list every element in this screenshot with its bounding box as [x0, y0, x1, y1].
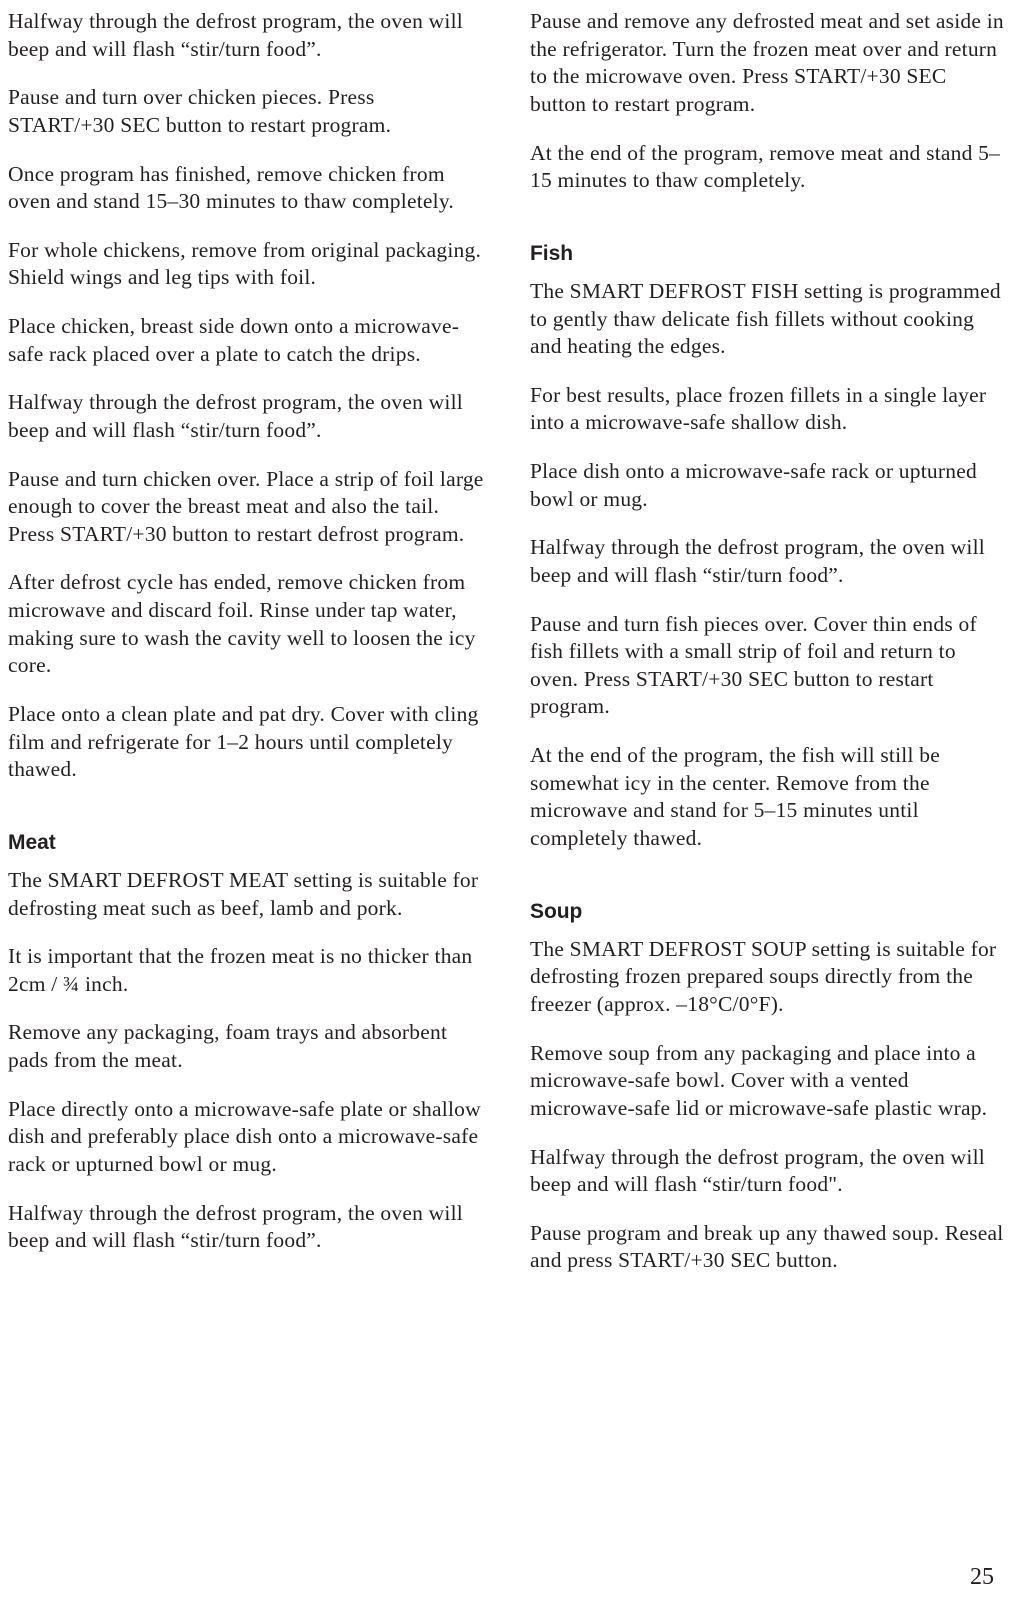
- body-paragraph: Pause and turn chicken over. Place a strip of foil large enough to cover the breast meat and also the tail. Press START/+30 button to restart defrost program.: [8, 466, 484, 546]
- body-paragraph: After defrost cycle has ended, remove chicken from microwave and discard foil. Rinse under tap water, making sure to wash the cavity well to loosen the icy core.: [8, 570, 476, 678]
- body-paragraph: The SMART DEFROST MEAT setting is suitable for defrosting meat such as beef, lamb and pork.: [8, 867, 479, 920]
- section-heading: Meat: [8, 830, 56, 854]
- body-paragraph: It is important that the frozen meat is no thicker than 2cm / ¾ inch.: [8, 944, 473, 996]
- right-column: [530, 8, 1008, 1296]
- two-column-layout: [8, 8, 1004, 1296]
- body-paragraph: The SMART DEFROST SOUP setting is suitable for defrosting frozen prepared soups directly from the freezer (approx. –18°C/0°F).: [530, 936, 997, 1016]
- page-number: 25: [970, 1564, 994, 1590]
- body-paragraph: Halfway through the defrost program, the oven will beep and will flash “stir/turn food".: [530, 1144, 985, 1197]
- section-heading: Fish: [530, 241, 574, 265]
- body-paragraph: Place dish onto a microwave-safe rack or upturned bowl or mug.: [530, 459, 977, 511]
- body-paragraph: Place directly onto a microwave-safe plate or shallow dish and preferably place dish onto a microwave-safe rack or upturned bowl or mug.: [8, 1096, 481, 1176]
- body-paragraph: For whole chickens, remove from original packaging. Shield wings and leg tips with foil.: [8, 237, 482, 290]
- body-paragraph: Once program has finished, remove chicken from oven and stand 15–30 minutes to thaw completely.: [8, 161, 455, 214]
- body-paragraph: Pause and turn over chicken pieces. Press START/+30 SEC button to restart program.: [8, 85, 392, 137]
- body-paragraph: Halfway through the defrost program, the oven will beep and will flash “stir/turn food”.: [530, 535, 985, 587]
- body-paragraph: Remove soup from any packaging and place into a microwave-safe bowl. Cover with a vented microwave-safe lid or microwave-safe plastic wrap.: [530, 1040, 988, 1120]
- body-paragraph: At the end of the program, remove meat and stand 5–15 minutes to thaw completely.: [530, 140, 1001, 193]
- body-paragraph: Pause program and break up any thawed soup. Reseal and press START/+30 SEC button.: [530, 1220, 1004, 1273]
- section-spacer: [530, 216, 1008, 230]
- left-column: [8, 8, 486, 1276]
- section-spacer: [8, 805, 486, 819]
- body-paragraph: Halfway through the defrost program, the oven will beep and will flash “stir/turn food”.: [8, 390, 463, 442]
- body-paragraph: Pause and turn fish pieces over. Cover thin ends of fish fillets with a small strip of foil and return to oven. Press START/+30 SEC button to restart program.: [530, 611, 977, 719]
- section-heading: Soup: [530, 899, 583, 923]
- body-paragraph: Place onto a clean plate and pat dry. Cover with cling film and refrigerate for 1–2 hours until completely thawed.: [8, 701, 479, 782]
- body-paragraph: Remove any packaging, foam trays and absorbent pads from the meat.: [8, 1020, 448, 1073]
- section-spacer: [530, 874, 1008, 888]
- body-paragraph: For best results, place frozen fillets in a single layer into a microwave-safe shallow dish.: [530, 382, 987, 435]
- body-paragraph: Halfway through the defrost program, the oven will beep and will flash “stir/turn food”.: [8, 1200, 463, 1253]
- body-paragraph: Halfway through the defrost program, the oven will beep and will flash “stir/turn food”.: [8, 9, 463, 61]
- body-paragraph: At the end of the program, the fish will still be somewhat icy in the center. Remove from the microwave and stand for 5–15 minutes until completely thawed.: [530, 743, 940, 850]
- body-paragraph: Place chicken, breast side down onto a microwave-safe rack placed over a plate to catch the drips.: [8, 314, 460, 366]
- body-paragraph: Pause and remove any defrosted meat and set aside in the refrigerator. Turn the frozen meat over and return to the microwave oven. Press START/+30 SEC button to restart program.: [530, 9, 1004, 116]
- body-paragraph: The SMART DEFROST FISH setting is programmed to gently thaw delicate fish fillets without cooking and heating the edges.: [530, 278, 1001, 359]
